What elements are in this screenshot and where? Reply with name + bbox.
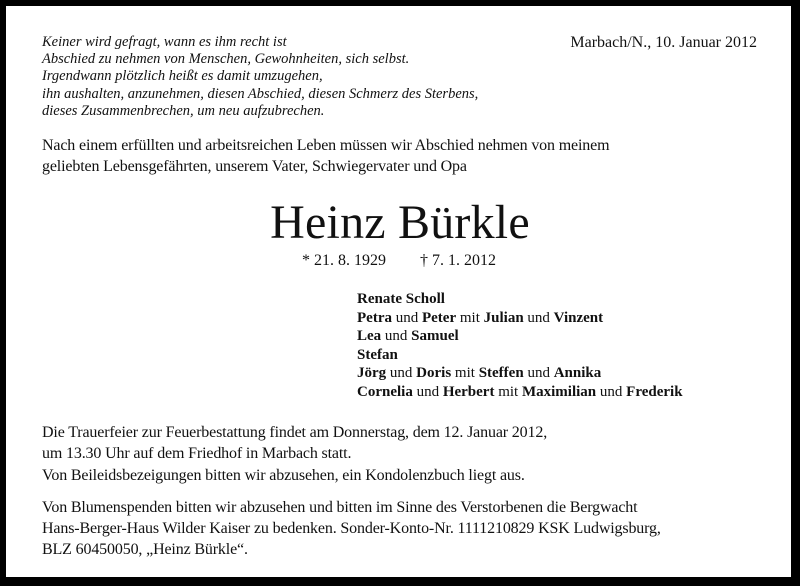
family-member-name: Cornelia <box>357 383 413 400</box>
connector-text: und <box>523 309 554 326</box>
poem-line: ihn aushalten, anzunehmen, diesen Abschied, diesen Schmerz des Sterbens, <box>42 85 479 102</box>
poem-block <box>42 34 478 120</box>
donation-line: BLZ 60450050, „Heinz Bürkle“. <box>42 540 248 558</box>
service-line: um 13.30 Uhr auf dem Friedhof in Marbach statt. <box>42 445 352 463</box>
family-line <box>357 327 683 346</box>
family-line <box>357 290 683 309</box>
service-line: Die Trauerfeier zur Feuerbestattung findet am Donnerstag, dem 12. Januar 2012, <box>42 424 548 441</box>
family-member-name: Frederik <box>626 383 683 400</box>
connector-text: und <box>596 383 627 400</box>
death-date: † 7. 1. 2012 <box>420 252 496 269</box>
family-member-name: Steffen <box>478 365 524 382</box>
family-member-name: Julian <box>483 309 524 326</box>
intro-paragraph <box>42 135 609 177</box>
poem-line: Keiner wird gefragt, wann es ihm recht ist <box>42 34 287 50</box>
service-line: Von Beileidsbezeigungen bitten wir abzusehen, ein Kondolenzbuch liegt aus. <box>42 466 525 484</box>
family-line <box>357 364 683 383</box>
donation-paragraph <box>42 498 661 560</box>
deceased-name: Heinz Bürkle <box>270 196 530 249</box>
place-and-date: Marbach/N., 10. Januar 2012 <box>570 34 757 51</box>
donation-line: Von Blumenspenden bitten wir abzusehen und bitten im Sinne des Verstorbenen die Bergwacht <box>42 499 638 516</box>
family-member-name: Vinzent <box>553 309 604 326</box>
family-member-name: Maximilian <box>521 383 597 400</box>
connector-text: und <box>381 328 412 345</box>
family-signatures <box>357 290 683 402</box>
connector-text: mit <box>494 383 522 400</box>
family-member-name: Annika <box>553 365 602 382</box>
poem-line: dieses Zusammenbrechen, um neu aufzubrechen. <box>42 102 325 119</box>
connector-text: und <box>386 365 417 382</box>
family-line <box>357 383 683 402</box>
connector-text: mit <box>456 309 484 326</box>
connector-text: und <box>412 383 443 400</box>
family-member-name: Peter <box>421 309 457 326</box>
poem-line: Irgendwann plötzlich heißt es damit umzugehen, <box>42 68 323 85</box>
intro-line: geliebten Lebensgefährten, unserem Vater, Schwiegervater und Opa <box>42 158 467 175</box>
family-line <box>357 309 683 328</box>
birth-date: * 21. 8. 1929 <box>302 252 386 269</box>
connector-text: mit <box>451 365 479 382</box>
family-member-name: Lea <box>357 328 382 345</box>
connector-text: und <box>523 365 554 382</box>
family-member-name: Petra <box>357 309 392 326</box>
funeral-service-paragraph <box>42 422 547 486</box>
life-dates <box>0 251 800 271</box>
donation-line: Hans-Berger-Haus Wilder Kaiser zu bedenken. Sonder-Konto-Nr. 1111210829 KSK Ludwigsburg, <box>42 519 661 537</box>
family-member-name: Stefan <box>357 346 398 363</box>
poem-line: Abschied zu nehmen von Menschen, Gewohnheiten, sich selbst. <box>42 51 410 68</box>
family-member-name: Samuel <box>411 328 459 345</box>
family-member-name: Herbert <box>442 383 495 400</box>
family-member-name: Renate Scholl <box>357 291 445 307</box>
family-member-name: Doris <box>416 365 452 382</box>
family-line <box>357 346 683 365</box>
connector-text: und <box>391 309 422 326</box>
family-member-name: Jörg <box>357 365 387 382</box>
intro-line: Nach einem erfüllten und arbeitsreichen Leben müssen wir Abschied nehmen von meinem <box>42 137 610 154</box>
